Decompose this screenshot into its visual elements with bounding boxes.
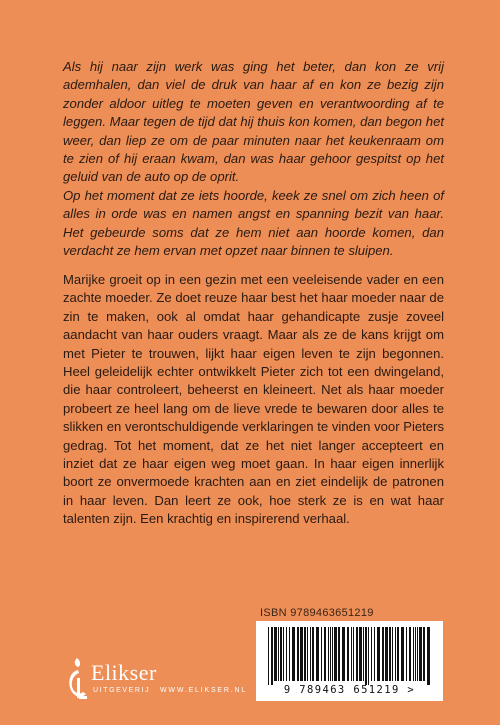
barcode-bar	[278, 627, 279, 681]
barcode-bar	[374, 627, 375, 681]
barcode-bar	[356, 627, 358, 681]
publisher-name: Elikser	[91, 660, 157, 685]
barcode-bar	[397, 627, 399, 681]
barcode-bar	[419, 627, 422, 681]
barcode-bar	[368, 627, 369, 685]
barcode-bar	[304, 627, 306, 681]
excerpt-paragraph: Op het moment dat ze iets hoorde, keek ze snel om zich heen of alles in orde was en namen angst en spanning bezit van haar. Het gebeurde soms dat ze hem niet aan hoorde komen, dan verdacht ze hem ervan met opzet naar binnen te sluipen.	[63, 187, 444, 259]
barcode-bar	[365, 627, 367, 685]
barcode-bar	[385, 627, 388, 681]
barcode-bar	[392, 627, 393, 681]
barcode-bar	[334, 627, 337, 681]
barcode-bar	[423, 627, 425, 681]
barcode-digits: 9 789463 651219 >	[283, 684, 416, 696]
barcode-bar	[363, 627, 364, 681]
barcode-bar	[377, 627, 380, 681]
barcode-bar	[330, 627, 331, 681]
barcode-bars	[256, 621, 443, 685]
barcode-bar	[351, 627, 352, 681]
barcode-bar	[401, 627, 404, 681]
barcode-bar	[316, 627, 319, 681]
barcode-bar	[283, 627, 284, 681]
publisher-logo	[63, 652, 183, 707]
barcode-bar	[353, 627, 354, 681]
barcode-bar	[292, 627, 295, 681]
barcode-bar	[406, 627, 407, 681]
barcode-bar	[338, 627, 340, 681]
barcode-bar	[324, 627, 326, 681]
barcode-bar	[268, 627, 269, 685]
barcode	[256, 621, 443, 701]
barcode-bar	[413, 627, 414, 681]
barcode-bar	[271, 627, 273, 685]
barcode-bar	[332, 627, 333, 681]
barcode-bar	[417, 627, 418, 681]
barcode-bar	[342, 627, 345, 681]
barcode-bar	[286, 627, 287, 681]
barcode-bar	[427, 627, 430, 685]
barcode-bar	[371, 627, 372, 681]
barcode-bar	[389, 627, 391, 681]
barcode-bar	[328, 627, 329, 681]
isbn-label: ISBN 9789463651219	[260, 607, 374, 619]
barcode-bar	[382, 627, 384, 681]
barcode-bar	[300, 627, 303, 681]
barcode-bar	[289, 627, 290, 681]
publisher-tagline: UITGEVERIJ	[93, 687, 151, 694]
barcode-bar	[274, 627, 277, 681]
barcode-bar	[280, 627, 282, 681]
barcode-bar	[409, 627, 411, 681]
barcode-bar	[359, 627, 362, 681]
excerpt-quote	[63, 58, 444, 260]
barcode-bar	[395, 627, 396, 681]
barcode-bar	[307, 627, 308, 681]
publisher-website: WWW.ELIKSER.NL	[160, 687, 248, 694]
excerpt-paragraph: Als hij naar zijn werk was ging het beter, dan kon ze vrij ademhalen, dan viel de druk van haar af en kon ze bezig zijn zonder aldoor uitleg te moeten geven en verantwoording af te leggen. Maar tegen de tijd dat hij thuis kon komen, dan begon het weer, dan liep ze om de paar minuten naar het keukenraam om te zien of hij eraan kwam, dan was haar gehoor gespitst op het geluid van de auto op de oprit.	[63, 59, 444, 185]
publisher-emblem-icon	[63, 652, 93, 707]
barcode-bar	[415, 627, 416, 681]
barcode-bar	[321, 627, 322, 681]
barcode-bar	[310, 627, 311, 681]
barcode-bar	[347, 627, 349, 681]
barcode-bar	[297, 627, 299, 681]
book-summary: Marijke groeit op in een gezin met een veeleisende vader en een zachte moeder. Ze doet reuze haar best het haar moeder naar de zin te maken, ook al omdat haar gehandicapte zusje zoveel aandacht van haar ouders vraagt. Maar als ze de kans krijgt om met Pieter te trouwen, lijkt haar eigen leven te zijn begonnen. Heel geleidelijk echter ontwikkelt Pieter zich tot een dwingeland, die haar controleert, beheerst en kleineert. Net als haar moeder probeert ze heel lang om de lieve vrede te bewaren door alles te slikken en verontschuldigende verklaringen te vinden voor Pieters gedrag. Tot het moment, dat ze het niet langer accepteert en inziet dat ze haar eigen weg moet gaan. In haar eigen innerlijk boort ze onvermoede krachten aan en ziet eindelijk de patronen in haar leven. Dan leert ze ook, hoe sterk ze is en wat haar talenten zijn. Een krachtig en inspirerend verhaal.	[63, 272, 444, 527]
barcode-bar	[312, 627, 314, 681]
